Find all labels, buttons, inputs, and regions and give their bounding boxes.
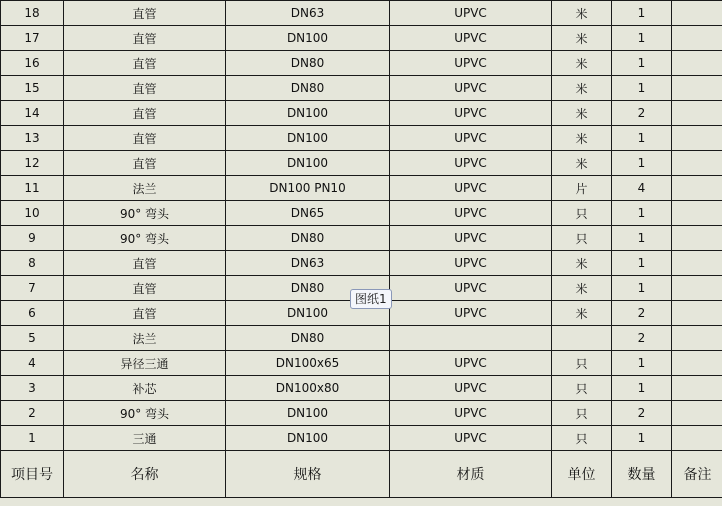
cell-remark (672, 376, 722, 401)
cell-qty: 1 (612, 376, 672, 401)
cell-material: UPVC (390, 376, 552, 401)
cell-no: 8 (1, 251, 64, 276)
cell-remark (672, 76, 722, 101)
cell-spec: DN65 (226, 201, 390, 226)
cell-no: 1 (1, 426, 64, 451)
cell-spec: DN100 (226, 26, 390, 51)
cell-unit: 只 (552, 376, 612, 401)
cell-material: UPVC (390, 351, 552, 376)
cell-material: UPVC (390, 251, 552, 276)
cell-qty: 1 (612, 151, 672, 176)
cell-material: UPVC (390, 101, 552, 126)
cell-spec: DN100x65 (226, 351, 390, 376)
cell-spec: DN80 (226, 226, 390, 251)
table-row (1, 126, 722, 151)
cell-remark (672, 401, 722, 426)
cell-no: 13 (1, 126, 64, 151)
cell-material: UPVC (390, 126, 552, 151)
bom-table-body (1, 1, 722, 498)
header-unit: 单位 (552, 451, 612, 498)
table-row (1, 26, 722, 51)
cell-spec: DN100 PN10 (226, 176, 390, 201)
cell-unit: 米 (552, 76, 612, 101)
cell-unit: 米 (552, 126, 612, 151)
cell-material: UPVC (390, 51, 552, 76)
cell-unit: 米 (552, 276, 612, 301)
cell-name: 90° 弯头 (64, 201, 226, 226)
cell-qty: 1 (612, 351, 672, 376)
cell-spec: DN100 (226, 426, 390, 451)
cell-name: 90° 弯头 (64, 226, 226, 251)
cell-remark (672, 151, 722, 176)
cell-spec: DN80 (226, 51, 390, 76)
cell-name: 法兰 (64, 326, 226, 351)
cell-material: UPVC (390, 26, 552, 51)
cell-unit: 米 (552, 301, 612, 326)
cell-material: UPVC (390, 426, 552, 451)
header-remark: 备注 (672, 451, 722, 498)
table-row (1, 426, 722, 451)
cell-material: UPVC (390, 1, 552, 26)
cell-spec: DN80 (226, 76, 390, 101)
cell-spec: DN63 (226, 251, 390, 276)
cell-name: 直管 (64, 51, 226, 76)
cell-no: 7 (1, 276, 64, 301)
cell-no: 6 (1, 301, 64, 326)
cell-spec: DN100x80 (226, 376, 390, 401)
cell-unit (552, 326, 612, 351)
cell-unit: 米 (552, 26, 612, 51)
cell-material: UPVC (390, 276, 552, 301)
cell-name: 三通 (64, 426, 226, 451)
cell-no: 4 (1, 351, 64, 376)
cell-spec: DN80 (226, 276, 390, 301)
cell-qty: 2 (612, 101, 672, 126)
table-row (1, 76, 722, 101)
table-row (1, 251, 722, 276)
cell-material: UPVC (390, 401, 552, 426)
cell-spec: DN80 (226, 326, 390, 351)
cell-no: 15 (1, 76, 64, 101)
cell-unit: 只 (552, 426, 612, 451)
cell-qty: 1 (612, 76, 672, 101)
cell-no: 11 (1, 176, 64, 201)
cell-qty: 2 (612, 326, 672, 351)
cell-remark (672, 426, 722, 451)
cell-no: 14 (1, 101, 64, 126)
cell-unit: 米 (552, 251, 612, 276)
table-row (1, 226, 722, 251)
header-no: 项目号 (1, 451, 64, 498)
cell-name: 法兰 (64, 176, 226, 201)
cell-qty: 1 (612, 226, 672, 251)
cell-qty: 1 (612, 1, 672, 26)
cell-no: 18 (1, 1, 64, 26)
cell-name: 直管 (64, 251, 226, 276)
cell-unit: 只 (552, 226, 612, 251)
cell-name: 直管 (64, 1, 226, 26)
drawing-tooltip: 图纸1 (350, 289, 392, 309)
cell-unit: 只 (552, 201, 612, 226)
cell-spec: DN100 (226, 401, 390, 426)
table-row (1, 376, 722, 401)
cell-name: 直管 (64, 76, 226, 101)
cell-spec: DN100 (226, 126, 390, 151)
cell-qty: 2 (612, 401, 672, 426)
cell-no: 2 (1, 401, 64, 426)
cell-name: 直管 (64, 126, 226, 151)
cell-material: UPVC (390, 301, 552, 326)
cell-name: 直管 (64, 101, 226, 126)
cell-unit: 只 (552, 351, 612, 376)
cell-remark (672, 201, 722, 226)
cell-material: UPVC (390, 151, 552, 176)
header-spec: 规格 (226, 451, 390, 498)
cell-no: 3 (1, 376, 64, 401)
cell-name: 直管 (64, 276, 226, 301)
cell-qty: 1 (612, 26, 672, 51)
cell-remark (672, 276, 722, 301)
table-row (1, 1, 722, 26)
table-row (1, 151, 722, 176)
cell-remark (672, 1, 722, 26)
cell-material: UPVC (390, 76, 552, 101)
header-material: 材质 (390, 451, 552, 498)
cell-unit: 米 (552, 51, 612, 76)
table-row (1, 401, 722, 426)
cell-remark (672, 351, 722, 376)
cell-no: 12 (1, 151, 64, 176)
cell-spec: DN63 (226, 1, 390, 26)
cell-name: 补芯 (64, 376, 226, 401)
table-row (1, 351, 722, 376)
cell-no: 16 (1, 51, 64, 76)
table-row (1, 51, 722, 76)
cell-name: 直管 (64, 26, 226, 51)
cell-material: UPVC (390, 176, 552, 201)
cell-material (390, 326, 552, 351)
cell-no: 5 (1, 326, 64, 351)
cell-remark (672, 126, 722, 151)
cell-unit: 米 (552, 1, 612, 26)
cell-unit: 米 (552, 151, 612, 176)
table-row (1, 201, 722, 226)
cell-remark (672, 301, 722, 326)
cell-remark (672, 51, 722, 76)
cell-qty: 1 (612, 426, 672, 451)
cell-material: UPVC (390, 201, 552, 226)
header-qty: 数量 (612, 451, 672, 498)
table-row (1, 176, 722, 201)
header-row (1, 451, 722, 498)
cell-spec: DN100 (226, 101, 390, 126)
cell-spec: DN100 (226, 151, 390, 176)
table-row (1, 101, 722, 126)
cell-remark (672, 251, 722, 276)
cell-unit: 只 (552, 401, 612, 426)
cell-name: 异径三通 (64, 351, 226, 376)
cell-name: 直管 (64, 301, 226, 326)
cell-qty: 4 (612, 176, 672, 201)
table-row (1, 326, 722, 351)
cell-remark (672, 26, 722, 51)
cell-remark (672, 176, 722, 201)
cell-qty: 1 (612, 126, 672, 151)
cell-spec: DN100 (226, 301, 390, 326)
cell-remark (672, 101, 722, 126)
cell-qty: 1 (612, 201, 672, 226)
cell-name: 直管 (64, 151, 226, 176)
cell-remark (672, 226, 722, 251)
cell-qty: 1 (612, 251, 672, 276)
cell-qty: 1 (612, 51, 672, 76)
cell-qty: 2 (612, 301, 672, 326)
header-name: 名称 (64, 451, 226, 498)
cell-name: 90° 弯头 (64, 401, 226, 426)
cell-qty: 1 (612, 276, 672, 301)
cell-material: UPVC (390, 226, 552, 251)
cell-no: 10 (1, 201, 64, 226)
cell-no: 9 (1, 226, 64, 251)
cell-no: 17 (1, 26, 64, 51)
cell-remark (672, 326, 722, 351)
cell-unit: 片 (552, 176, 612, 201)
cell-unit: 米 (552, 101, 612, 126)
